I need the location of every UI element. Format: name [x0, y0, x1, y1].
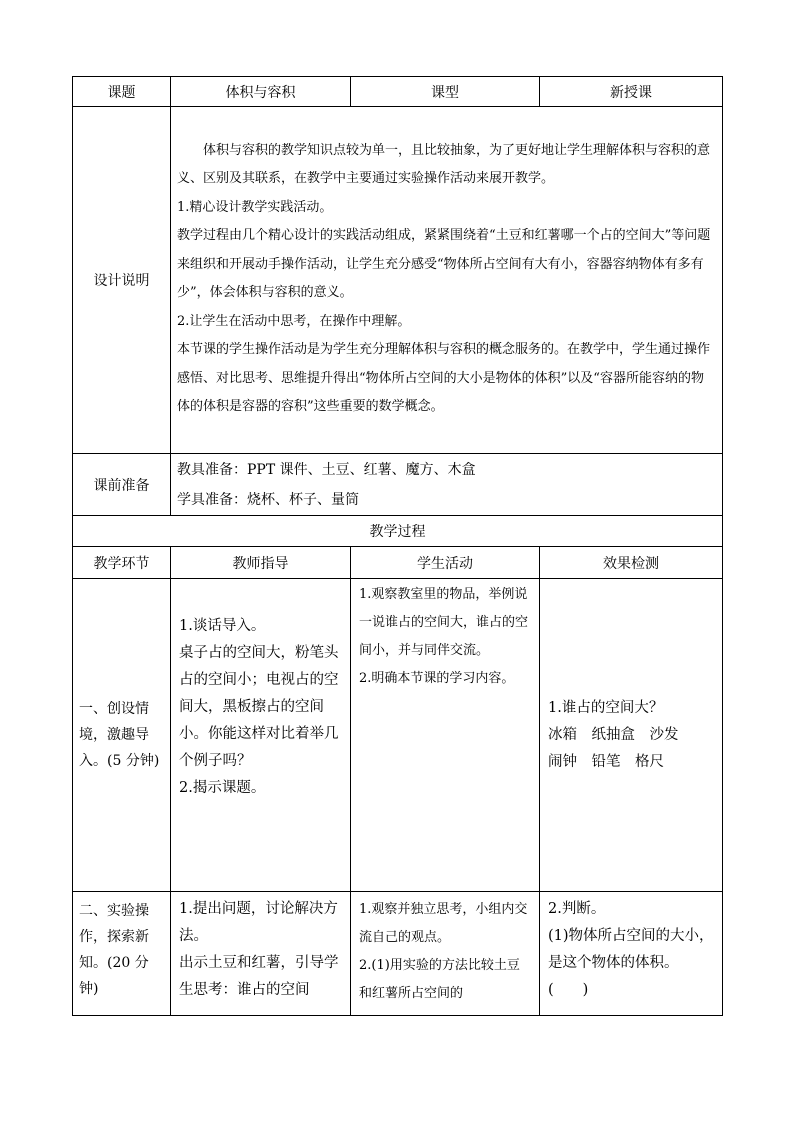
design-row [73, 107, 723, 454]
design-para-5: 本节课的学生操作活动是为学生充分理解体积与容积的概念服务的。在教学中，学生通过操作感悟、对比思考、思维提升得出“物体所占空间的大小是物体的体积”以及“容器所能容纳的物体的体积是容器的容积”这些重要的数学概念。 [177, 342, 711, 414]
stage-2-check-line-2: (1)物体所占空间的大小，是这个物体的体积。 [548, 928, 714, 971]
stage-1-student-line-1: 1.观察教室里的物品，举例说一说谁占的空间大，谁占的空间小，并与同伴交流。 [359, 587, 529, 658]
stage-1-teacher-line-1: 1.谈话导入。 [179, 618, 266, 634]
prep-student: 学具准备：烧杯、杯子、量筒 [177, 491, 359, 508]
process-title: 教学过程 [73, 516, 723, 547]
process-title-row [73, 516, 723, 547]
type-value: 新授课 [540, 77, 723, 107]
col-header-teacher: 教师指导 [171, 547, 351, 579]
prep-content [171, 454, 723, 516]
col-header-stage: 教学环节 [73, 547, 171, 579]
stage-2-check-line-3: ( ) [548, 982, 589, 998]
design-label: 设计说明 [73, 107, 171, 454]
stage-1-check-line-1: 1.谁占的空间大？ [548, 699, 664, 716]
stage-2-student-line-2: 2.(1)用实验的方法比较土豆和红薯所占空间的 [359, 958, 520, 1001]
design-para-3: 教学过程由几个精心设计的实践活动组成，紧紧围绕着“土豆和红薯哪一个占的空间大”等问题来组织和开展动手操作活动，让学生充分感受“物体所占空间有大有小，容器容纳物体有多有少”，体会体积与容积的意义。 [177, 228, 711, 300]
stage-1-label: 一、创设情境，激趣导入。(5 分钟) [73, 579, 171, 892]
design-content [171, 107, 723, 454]
lesson-plan-table [72, 76, 723, 1016]
stage-1-check [540, 579, 723, 892]
stage-1-check-line-2: 冰箱 纸抽盒 沙发 [548, 726, 679, 743]
stage-1-check-line-3: 闹钟 铅笔 格尺 [548, 753, 664, 770]
stage-2-teacher [171, 892, 351, 1016]
stage-1-student [351, 579, 540, 892]
design-para-2: 1.精心设计教学实践活动。 [177, 199, 333, 215]
stage-1-teacher [171, 579, 351, 892]
header-row [73, 77, 723, 107]
stage-2-check [540, 892, 723, 1016]
col-header-student: 学生活动 [351, 547, 540, 579]
process-header-row [73, 547, 723, 579]
stage-1-teacher-line-3: 2.揭示课题。 [179, 780, 266, 796]
prep-label: 课前准备 [73, 454, 171, 516]
prep-row [73, 454, 723, 516]
stage-row-2 [73, 892, 723, 1016]
stage-1-teacher-line-2: 桌子占的空间大，粉笔头占的空间小；电视占的空间大，黑板擦占的空间小。你能这样对比着举几个例子吗？ [179, 645, 339, 769]
topic-value: 体积与容积 [171, 77, 351, 107]
type-label: 课型 [351, 77, 540, 107]
stage-row-1 [73, 579, 723, 892]
topic-label: 课题 [73, 77, 171, 107]
design-para-1: 体积与容积的教学知识点较为单一，且比较抽象，为了更好地让学生理解体积与容积的意义、区别及其联系，在教学中主要通过实验操作活动来展开教学。 [177, 142, 711, 186]
stage-2-teacher-line-2: 出示土豆和红薯，引导学生思考：谁占的空间 [179, 955, 339, 998]
stage-2-student-line-1: 1.观察并独立思考，小组内交流自己的观点。 [359, 902, 528, 945]
prep-teacher: 教具准备：PPT 课件、土豆、红薯、魔方、木盒 [177, 461, 476, 478]
design-para-4: 2.让学生在活动中思考，在操作中理解。 [177, 313, 411, 329]
stage-2-teacher-line-1: 1.提出问题，讨论解决方法。 [179, 901, 338, 944]
stage-2-student [351, 892, 540, 1016]
stage-2-check-line-1: 2.判断。 [548, 901, 606, 917]
stage-2-label: 二、实验操作，探索新知。(20 分钟) [73, 892, 171, 1016]
stage-1-student-line-2: 2.明确本节课的学习内容。 [359, 671, 515, 686]
col-header-check: 效果检测 [540, 547, 723, 579]
